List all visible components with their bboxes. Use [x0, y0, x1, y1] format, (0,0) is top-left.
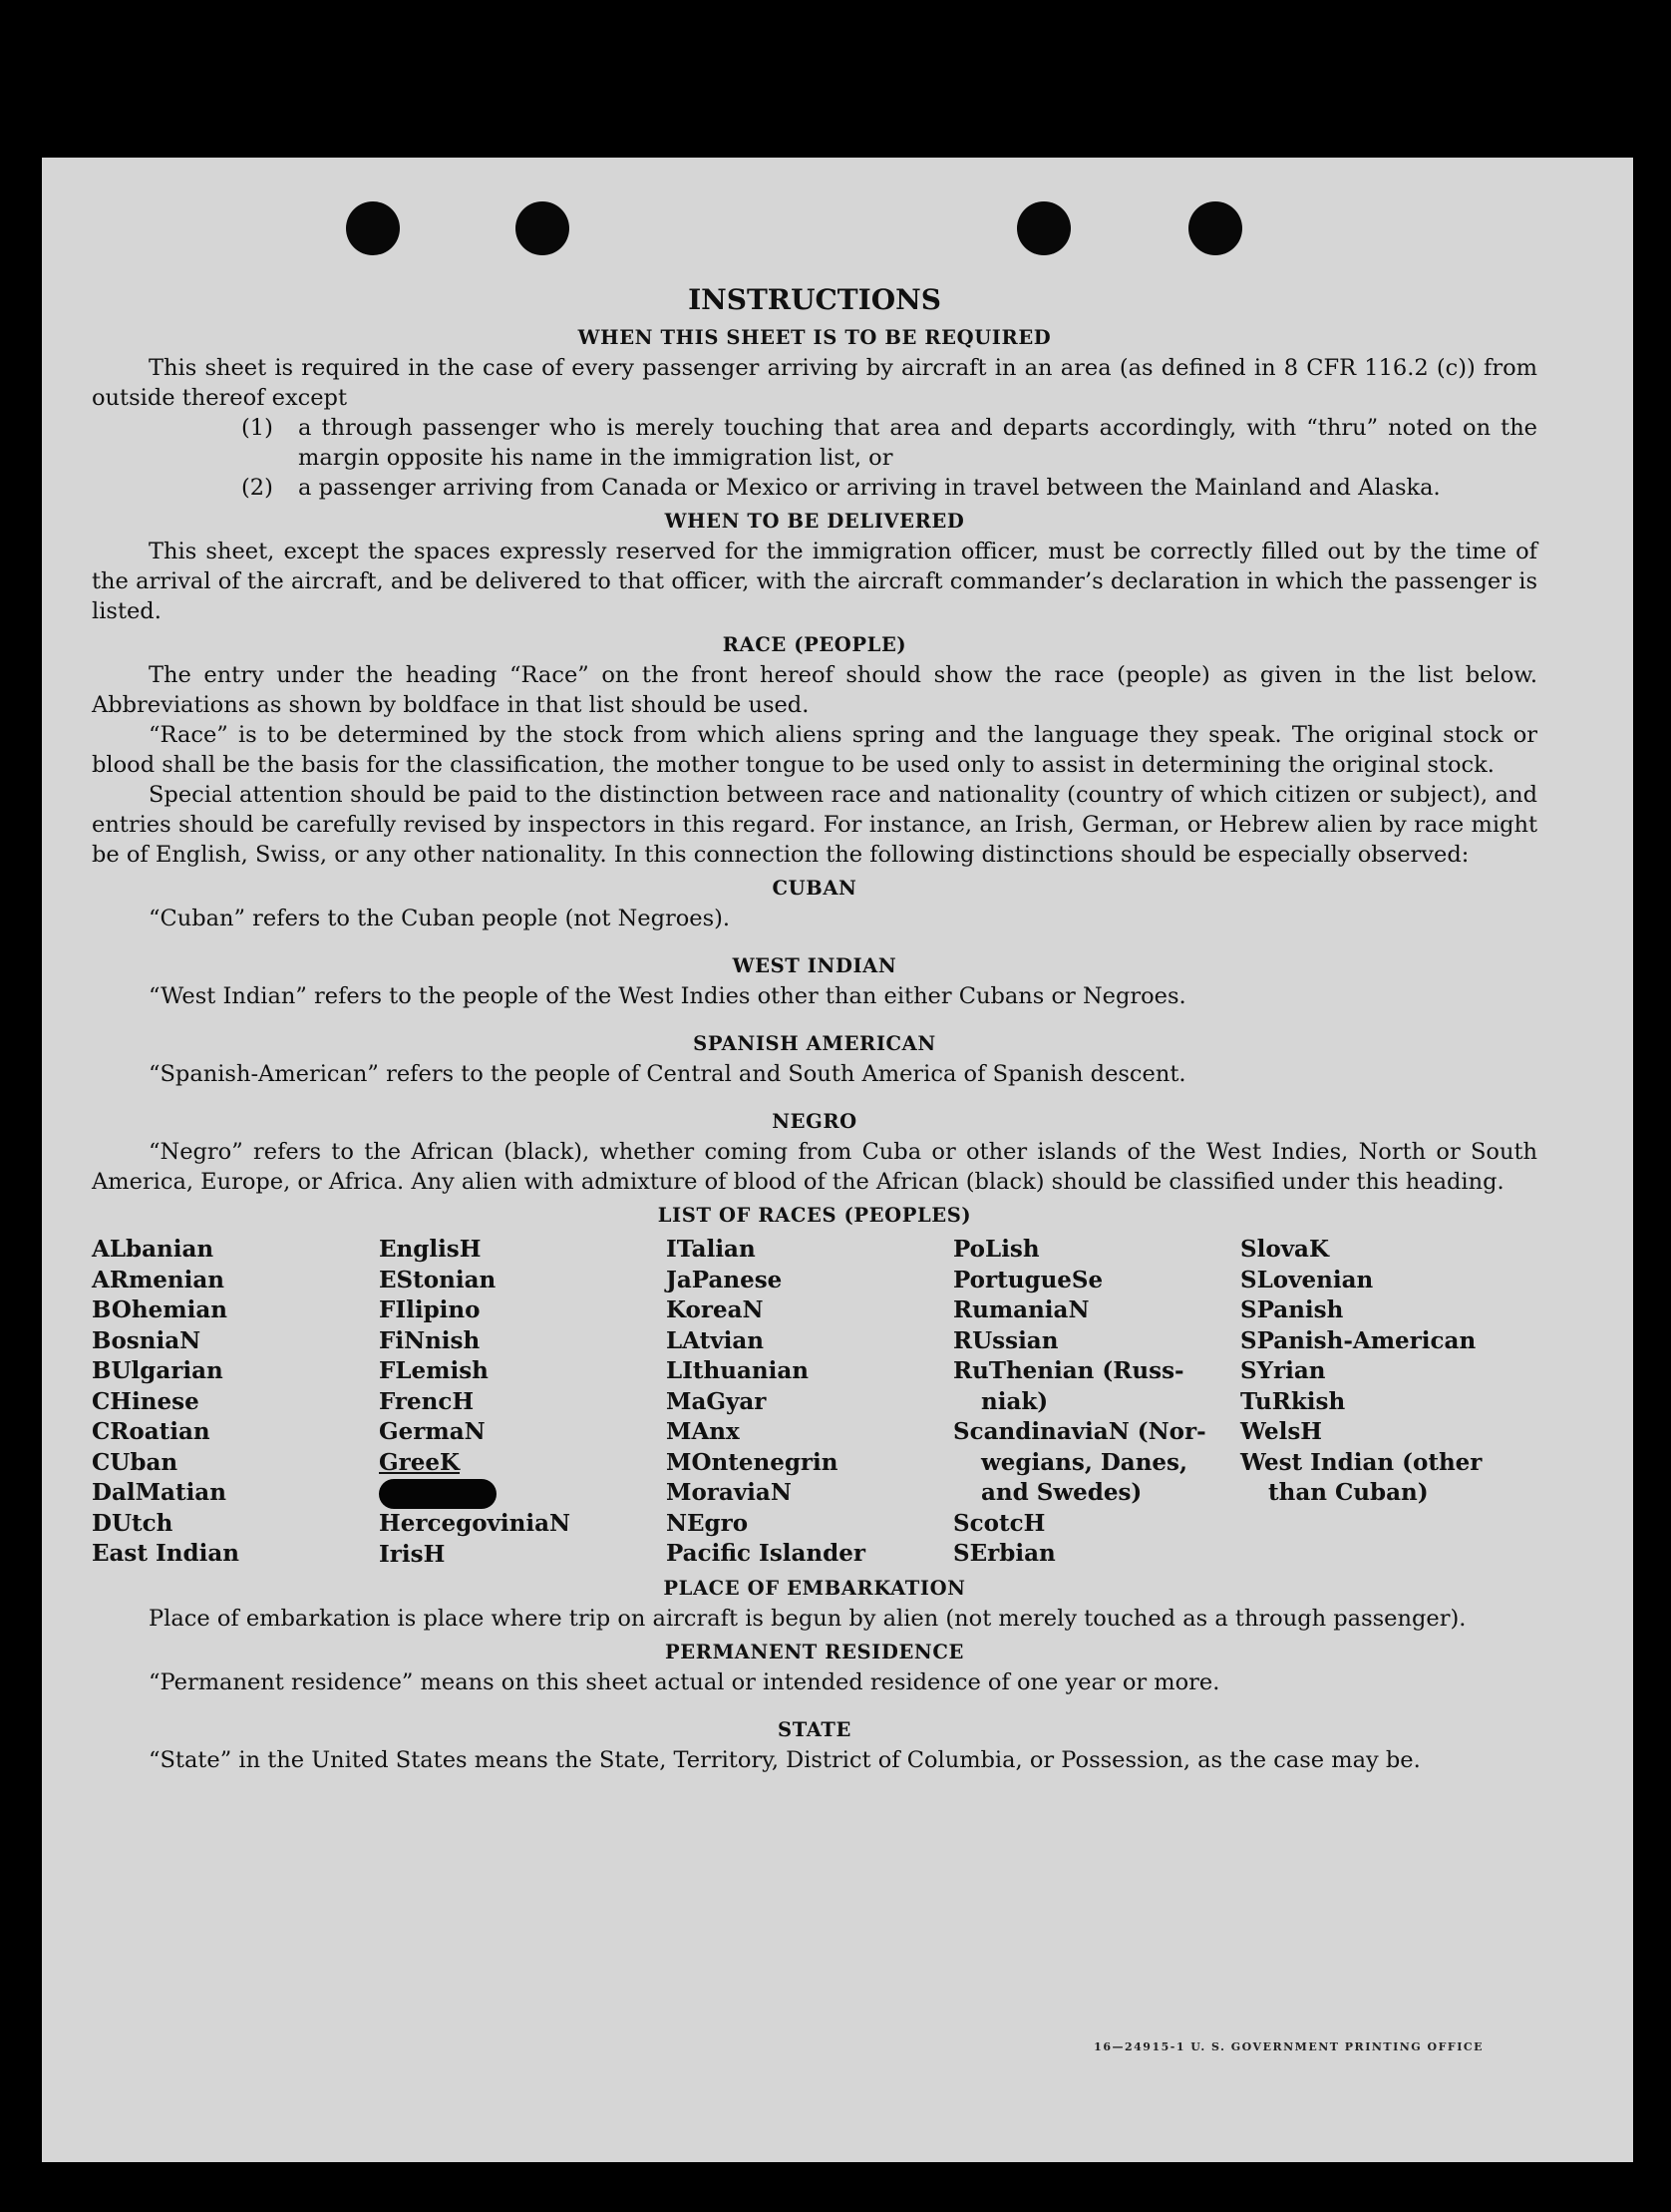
race-entry: SPanish-American — [1240, 1326, 1477, 1354]
race-entry: BosniaN — [92, 1326, 201, 1354]
section-heading-state: STATE — [778, 1718, 851, 1741]
section-heading-embarkation: PLACE OF EMBARKATION — [663, 1577, 966, 1600]
exception-item-1 — [92, 413, 1537, 473]
race-entry: LAtvian — [666, 1326, 764, 1354]
race-entry: wegians, Danes, — [981, 1448, 1187, 1476]
ink-blot-redaction — [379, 1479, 497, 1509]
races-column-5 — [1240, 1235, 1527, 1570]
races-column-1 — [92, 1235, 379, 1570]
race-entry: GermaN — [379, 1418, 486, 1445]
exception-item-2 — [92, 473, 1537, 503]
race-entry: KoreaN — [666, 1296, 764, 1323]
races-column-4 — [953, 1235, 1240, 1570]
race-entry: RuThenian (Russ- — [953, 1357, 1184, 1384]
residence-paragraph: “Permanent residence” means on this sheet actual or intended residence of one year or more. — [149, 1669, 1220, 1695]
punch-hole — [515, 201, 569, 255]
section-heading-west-indian: WEST INDIAN — [732, 954, 897, 977]
race-entry: TuRkish — [1240, 1387, 1346, 1415]
race-paragraph-2: “Race” is to be determined by the stock from which aliens spring and the language they speak. The original stock or blood shall be the basis for the classification, the mother tongue to be used only to assist in determining the original stock. — [92, 722, 1537, 778]
punch-hole — [1188, 201, 1242, 255]
race-entry: CHinese — [92, 1387, 199, 1415]
race-entry: ALbanian — [92, 1236, 214, 1263]
race-entry: SPanish — [1240, 1296, 1344, 1323]
race-entry: MaGyar — [666, 1387, 767, 1415]
race-entry: SLovenian — [1240, 1266, 1374, 1293]
race-entry: FiNnish — [379, 1326, 481, 1354]
section-heading-race: RACE (PEOPLE) — [722, 633, 907, 656]
item-number: (2) — [241, 475, 273, 501]
race-entry: East Indian — [92, 1540, 239, 1567]
section-heading-required: WHEN THIS SHEET IS TO BE REQUIRED — [577, 326, 1052, 349]
redacted-entry — [379, 1478, 666, 1509]
race-entry: FIlipino — [379, 1296, 481, 1323]
race-paragraph-3: Special attention should be paid to the distinction between race and nationality (country of which citizen or subject), and entries should be carefully revised by inspectors in this regard. For instance, an Irish, German, or Hebrew alien by race might be of English, Swiss, or any other nationality. In this connection the following distinctions should be especially observed: — [92, 782, 1537, 868]
race-entry: ITalian — [666, 1236, 756, 1263]
race-entry: PortugueSe — [953, 1266, 1104, 1293]
state-paragraph: “State” in the United States means the State, Territory, District of Columbia, or Possession, as the case may be. — [149, 1747, 1421, 1773]
document-sheet — [42, 158, 1633, 2162]
race-entry: SErbian — [953, 1540, 1056, 1567]
races-list — [92, 1235, 1537, 1570]
race-entry: MOntenegrin — [666, 1448, 838, 1476]
race-entry: DalMatian — [92, 1479, 226, 1506]
delivered-paragraph: This sheet, except the spaces expressly reserved for the immigration officer, must be correctly filled out by the time of the arrival of the aircraft, and be delivered to that officer, with the aircraft commander’s declaration in which the passenger is listed. — [92, 539, 1537, 624]
instructions-body — [92, 281, 1537, 1775]
race-entry: BUlgarian — [92, 1357, 223, 1384]
races-column-3 — [666, 1235, 953, 1570]
race-entry: IrisH — [379, 1540, 446, 1568]
cuban-paragraph: “Cuban” refers to the Cuban people (not Negroes). — [149, 906, 731, 931]
page-title: INSTRUCTIONS — [688, 283, 941, 316]
section-heading-cuban: CUBAN — [772, 877, 857, 900]
race-entry: NEgro — [666, 1509, 749, 1537]
spanish-american-paragraph: “Spanish-American” refers to the people of Central and South America of Spanish descent. — [149, 1061, 1186, 1087]
race-entry: GreeK — [379, 1448, 461, 1476]
race-paragraph-1: The entry under the heading “Race” on the front hereof should show the race (people) as given in the list below. Abbreviations as shown by boldface in that list should be used. — [92, 662, 1537, 718]
negro-paragraph: “Negro” refers to the African (black), whether coming from Cuba or other islands of the West Indies, North or South America, Europe, or Africa. Any alien with admixture of blood of the African (black) should be classified under this heading. — [92, 1139, 1537, 1195]
race-entry: MAnx — [666, 1418, 740, 1445]
race-entry: PoLish — [953, 1236, 1040, 1263]
race-entry: SYrian — [1240, 1357, 1326, 1384]
section-heading-races-list: LIST OF RACES (PEOPLES) — [657, 1204, 972, 1227]
race-entry: EStonian — [379, 1266, 497, 1293]
race-entry: CRoatian — [92, 1418, 210, 1445]
race-entry: LIthuanian — [666, 1357, 809, 1384]
intro-paragraph: This sheet is required in the case of every passenger arriving by aircraft in an area (as defined in 8 CFR 116.2 (c)) from outside thereof except — [92, 355, 1537, 411]
item-number: (1) — [241, 415, 273, 441]
race-entry: RUssian — [953, 1326, 1059, 1354]
race-entry: ScandinaviaN (Nor- — [953, 1418, 1206, 1445]
race-entry: MoraviaN — [666, 1479, 792, 1506]
race-entry: and Swedes) — [981, 1479, 1143, 1506]
races-column-2 — [379, 1235, 666, 1570]
section-heading-delivered: WHEN TO BE DELIVERED — [664, 510, 965, 533]
race-entry: Pacific Islander — [666, 1540, 865, 1567]
race-entry: JaPanese — [666, 1266, 783, 1293]
race-entry: HercegoviniaN — [379, 1510, 571, 1537]
race-entry: RumaniaN — [953, 1296, 1090, 1323]
punch-hole — [346, 201, 400, 255]
printer-imprint: 16—24915-1 U. S. GOVERNMENT PRINTING OFFICE — [1094, 2040, 1484, 2053]
race-entry: EnglisH — [379, 1236, 482, 1263]
item-text: a passenger arriving from Canada or Mexico or arriving in travel between the Mainland and Alaska. — [298, 475, 1441, 501]
section-heading-spanish-american: SPANISH AMERICAN — [693, 1032, 936, 1055]
item-text: a through passenger who is merely touching that area and departs accordingly, with “thru” noted on the margin opposite his name in the immigration list, or — [298, 415, 1537, 471]
race-entry: ARmenian — [92, 1266, 225, 1293]
section-heading-residence: PERMANENT RESIDENCE — [665, 1641, 964, 1663]
race-entry: West Indian (other — [1240, 1448, 1483, 1476]
race-entry: FLemish — [379, 1357, 489, 1384]
race-entry: DUtch — [92, 1509, 173, 1537]
race-entry: than Cuban) — [1268, 1479, 1429, 1506]
race-entry: SlovaK — [1240, 1236, 1329, 1263]
race-entry: WelsH — [1240, 1418, 1323, 1445]
race-entry: FrencH — [379, 1387, 475, 1415]
embarkation-paragraph: Place of embarkation is place where trip on aircraft is begun by alien (not merely touched as a through passenger). — [149, 1606, 1467, 1632]
west-indian-paragraph: “West Indian” refers to the people of the West Indies other than either Cubans or Negroes. — [149, 983, 1186, 1009]
punch-hole — [1017, 201, 1071, 255]
race-entry: niak) — [981, 1387, 1049, 1415]
race-entry: BOhemian — [92, 1296, 227, 1323]
section-heading-negro: NEGRO — [772, 1110, 857, 1133]
race-entry: CUban — [92, 1448, 178, 1476]
race-entry: ScotcH — [953, 1509, 1046, 1537]
